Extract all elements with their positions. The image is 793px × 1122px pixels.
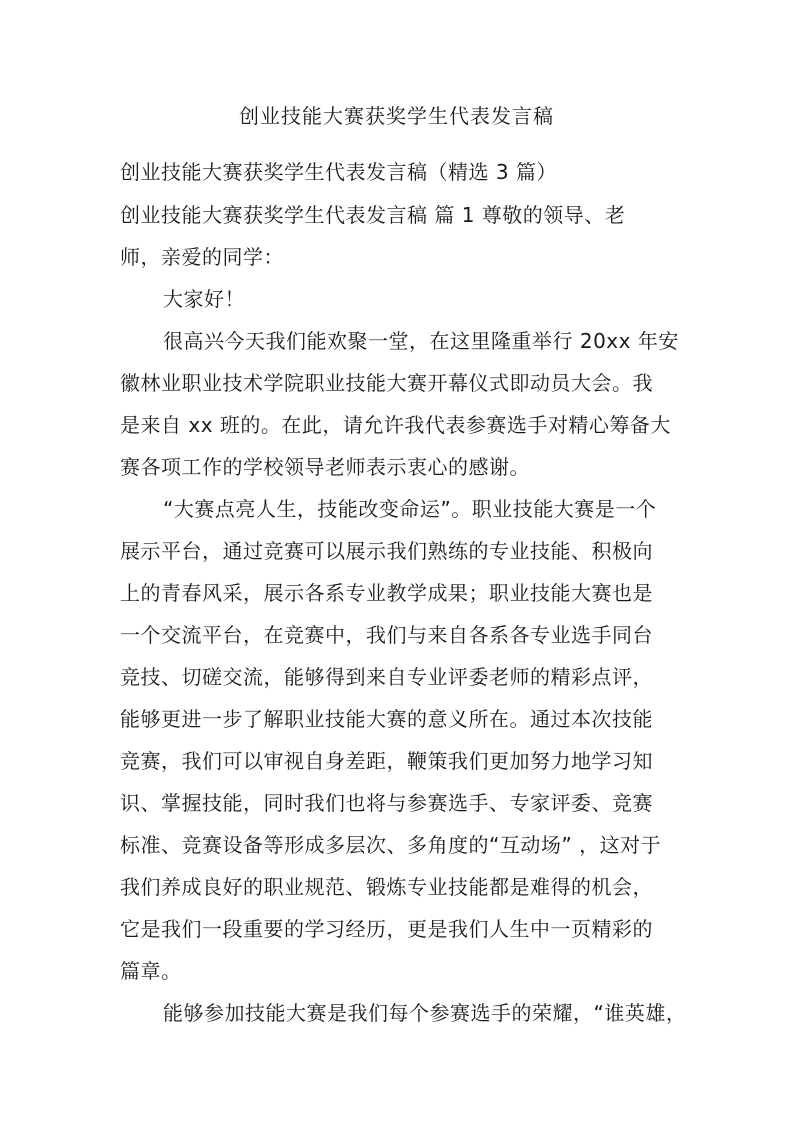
heading-line: 创业技能大赛获奖学生代表发言稿 篇 1 尊敬的领导、老 — [120, 203, 626, 227]
text-line: 竞技、切磋交流，能够得到来自专业评委老师的精彩点评， — [120, 665, 653, 689]
text-line: 师，亲爱的同学： — [120, 245, 284, 269]
text-line: 它是我们一段重要的学习经历，更是我们人生中一页精彩的 — [120, 917, 653, 941]
text-line: 我们养成良好的职业规范、锻炼专业技能都是难得的机会， — [120, 875, 653, 899]
text-line: 大家好！ — [163, 287, 245, 311]
text-line: 标准、竞赛设备等形成多层次、多角度的“互动场” ，这对于 — [120, 833, 662, 857]
subtitle-line: 创业技能大赛获奖学生代表发言稿（精选 3 篇） — [120, 160, 557, 184]
text-line: 能够参加技能大赛是我们每个参赛选手的荣耀，“谁英雄， — [163, 1001, 687, 1025]
text-line: “大赛点亮人生，技能改变命运”。职业技能大赛是一个 — [163, 497, 657, 521]
text-line: 赛各项工作的学校领导老师表示衷心的感谢。 — [120, 455, 530, 479]
text-line: 一个交流平台，在竞赛中，我们与来自各系各专业选手同台 — [120, 623, 653, 647]
text-line: 是来自 xx 班的。在此，请允许我代表参赛选手对精心筹备大 — [120, 413, 671, 437]
text-line: 能够更进一步了解职业技能大赛的意义所在。通过本次技能 — [120, 707, 653, 731]
text-line: 很高兴今天我们能欢聚一堂，在这里隆重举行 20xx 年安 — [163, 329, 679, 353]
text-line: 竞赛，我们可以审视自身差距，鞭策我们更加努力地学习知 — [120, 749, 653, 773]
text-line: 识、掌握技能，同时我们也将与参赛选手、专家评委、竞赛 — [120, 791, 653, 815]
document-title: 创业技能大赛获奖学生代表发言稿 — [239, 104, 554, 128]
text-line: 上的青春风采，展示各系专业教学成果；职业技能大赛也是 — [120, 581, 653, 605]
text-line: 篇章。 — [120, 959, 182, 983]
text-line: 展示平台，通过竞赛可以展示我们熟练的专业技能、积极向 — [120, 539, 653, 563]
text-line: 徽林业职业技术学院职业技能大赛开幕仪式即动员大会。我 — [120, 371, 653, 395]
